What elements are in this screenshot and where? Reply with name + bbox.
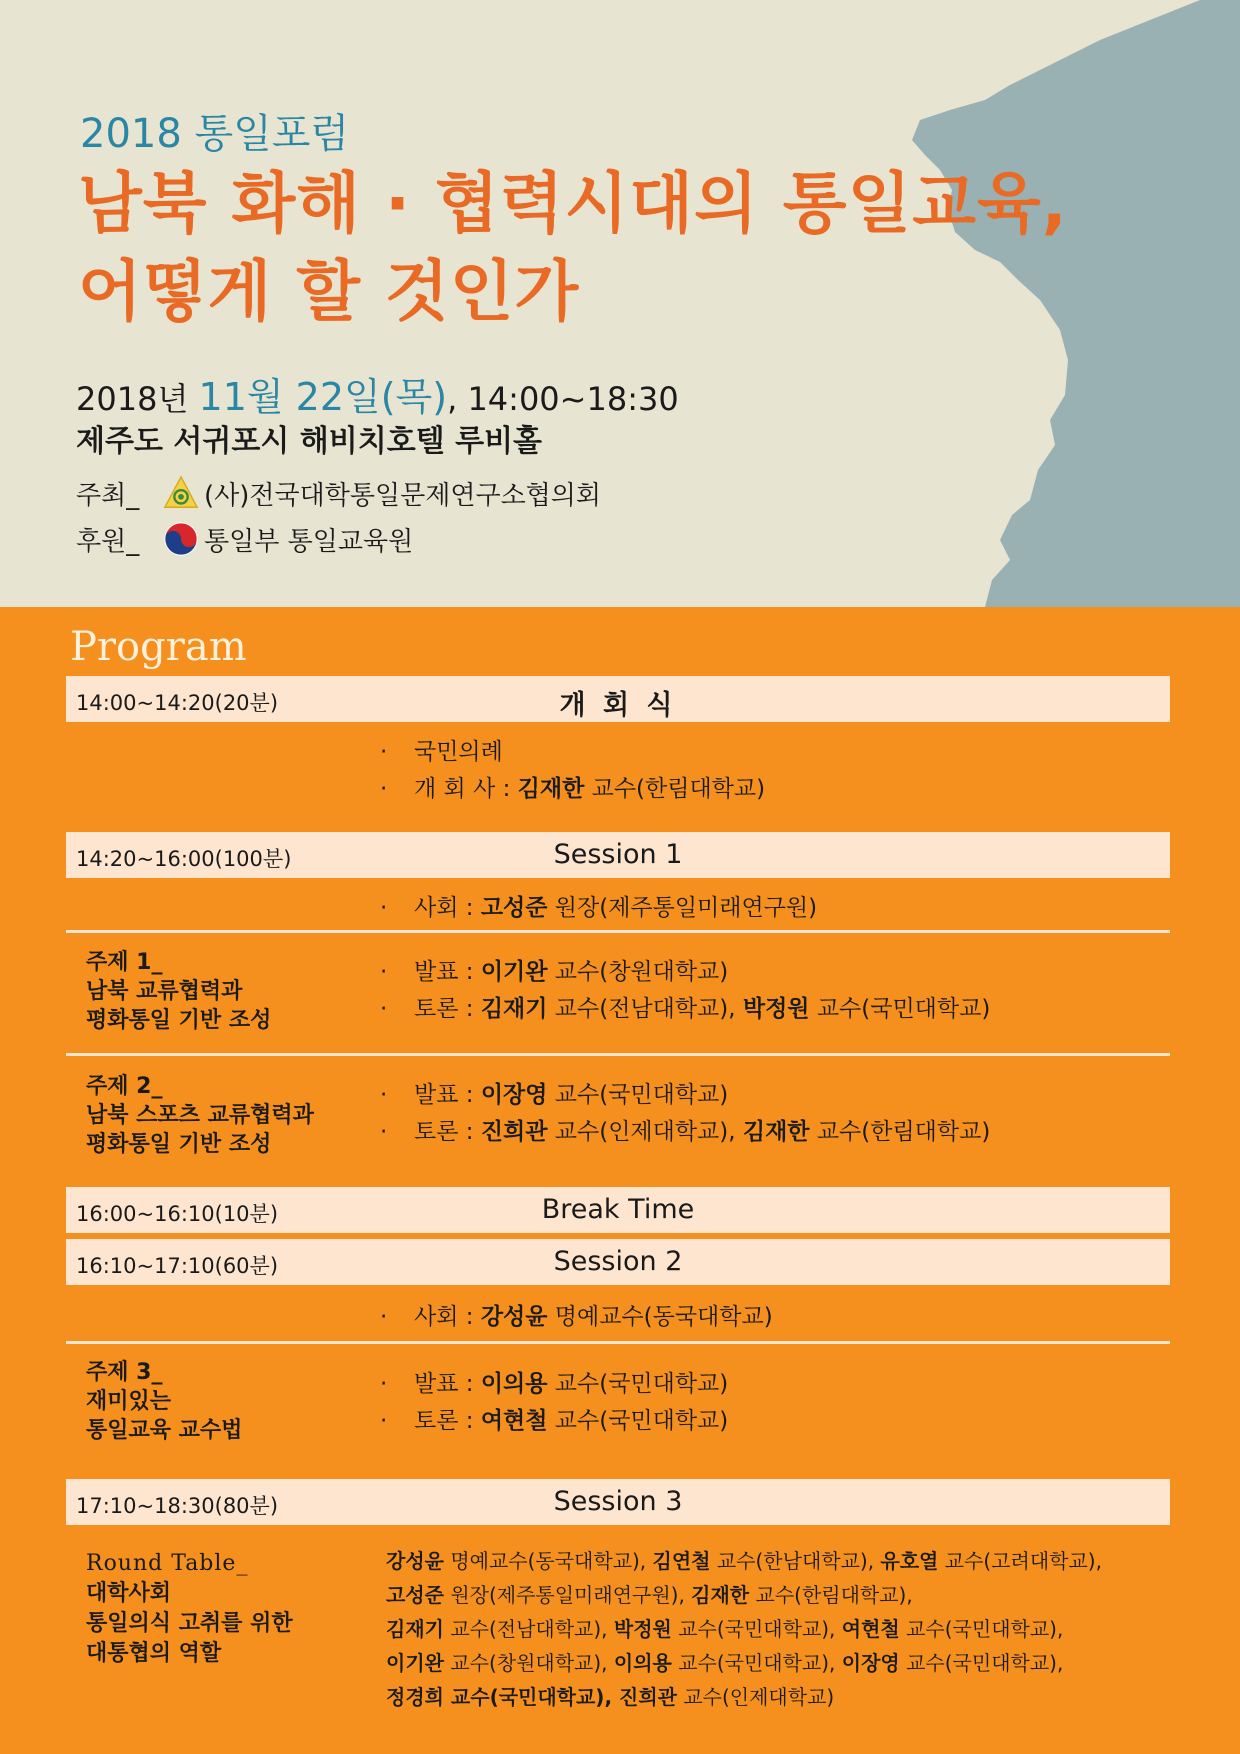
event-venue: 제주도 서귀포시 해비치호텔 루비홀 (76, 424, 543, 459)
participant-line: 고성준 원장(제주통일미래연구원), 김재한 교수(한림대학교), (386, 1583, 913, 1607)
divider (66, 1053, 1170, 1056)
sponsor-logo-icon (162, 520, 200, 558)
topic2-items (380, 1077, 990, 1151)
list-item: · 토론 : 김재기 교수(전남대학교), 박정원 교수(국민대학교) (380, 996, 991, 1022)
forum-year-title: 2018 통일포럼 (80, 111, 350, 157)
session2-time: 16:10~17:10(60분) (76, 1254, 279, 1278)
round-table-title: Round Table_ 대학사회 통일의식 고취를 위한 대통협의 역할 (86, 1551, 293, 1666)
date-pre: 2018년 (76, 380, 199, 418)
sponsor-label: 후원_ (76, 526, 140, 557)
opening-title: 개 회 식 (559, 690, 677, 721)
date-post: , 14:00~18:30 (447, 380, 679, 418)
opening-items (380, 734, 765, 808)
session1-bar (66, 832, 1170, 878)
participant-line: 정경희 교수(국민대학교), 진희관 교수(인제대학교) (386, 1685, 835, 1709)
date-highlight: 11월 22일(목) (198, 375, 448, 419)
list-item: · 토론 : 진희관 교수(인제대학교), 김재한 교수(한림대학교) (380, 1119, 991, 1145)
list-item: · 국민의례 (380, 739, 503, 765)
sponsor-row (76, 520, 413, 558)
divider (66, 930, 1170, 933)
break-time: 16:00~16:10(10분) (76, 1202, 279, 1226)
list-item: · 개 회 사 : 김재한 교수(한림대학교) (380, 776, 766, 802)
participant-line: 강성윤 명예교수(동국대학교), 김연철 교수(한남대학교), 유호열 교수(고려대학교), (386, 1549, 1102, 1573)
host-row (76, 474, 601, 512)
event-date (76, 366, 679, 421)
session3-bar (66, 1479, 1170, 1525)
session1-moderator (380, 890, 817, 927)
session2-bar (66, 1239, 1170, 1285)
opening-bar (66, 676, 1170, 722)
session2-title: Session 2 (553, 1246, 683, 1277)
list-item: · 토론 : 여현철 교수(국민대학교) (380, 1408, 729, 1434)
divider (66, 1341, 1170, 1344)
list-item: · 발표 : 이의용 교수(국민대학교) (380, 1371, 729, 1397)
program-title: Program (70, 624, 247, 670)
list-item: · 사회 : 강성윤 명예교수(동국대학교) (380, 1304, 773, 1330)
topic1-items (380, 954, 990, 1028)
session2-moderator (380, 1299, 773, 1336)
host-logo-icon (162, 474, 200, 512)
host-label: 주최_ (76, 480, 140, 511)
sponsor-name: 통일부 통일교육원 (204, 526, 414, 557)
list-item: · 사회 : 고성준 원장(제주통일미래연구원) (380, 895, 818, 921)
main-title-line2: 어떻게 할 것인가 (78, 253, 580, 330)
participant-line: 이기완 교수(창원대학교), 이의용 교수(국민대학교), 이장영 교수(국민대학교), (386, 1651, 1064, 1675)
break-title: Break Time (541, 1194, 695, 1225)
topic1-title: 주제 1_ 남북 교류협력과 평화통일 기반 조성 (86, 950, 272, 1033)
list-item: · 발표 : 이장영 교수(국민대학교) (380, 1082, 729, 1108)
main-title (78, 160, 1068, 336)
session1-time: 14:20~16:00(100분) (76, 847, 292, 871)
header-section (0, 0, 1240, 607)
topic3-items (380, 1366, 728, 1440)
host-name: (사)전국대학통일문제연구소협의회 (204, 480, 602, 511)
opening-time: 14:00~14:20(20분) (76, 691, 279, 715)
main-title-line1: 남북 화해 · 협력시대의 통일교육, (78, 165, 1068, 242)
participant-line: 김재기 교수(전남대학교), 박정원 교수(국민대학교), 여현철 교수(국민대학교), (386, 1617, 1064, 1641)
session3-time: 17:10~18:30(80분) (76, 1494, 279, 1518)
topic2-title: 주제 2_ 남북 스포츠 교류협력과 평화통일 기반 조성 (86, 1074, 314, 1157)
round-table-participants (386, 1544, 1102, 1714)
list-item: · 발표 : 이기완 교수(창원대학교) (380, 959, 729, 985)
session3-title: Session 3 (553, 1486, 683, 1517)
topic3-title: 주제 3_ 재미있는 통일교육 교수법 (86, 1360, 243, 1443)
session1-title: Session 1 (553, 839, 683, 870)
break-bar (66, 1187, 1170, 1233)
